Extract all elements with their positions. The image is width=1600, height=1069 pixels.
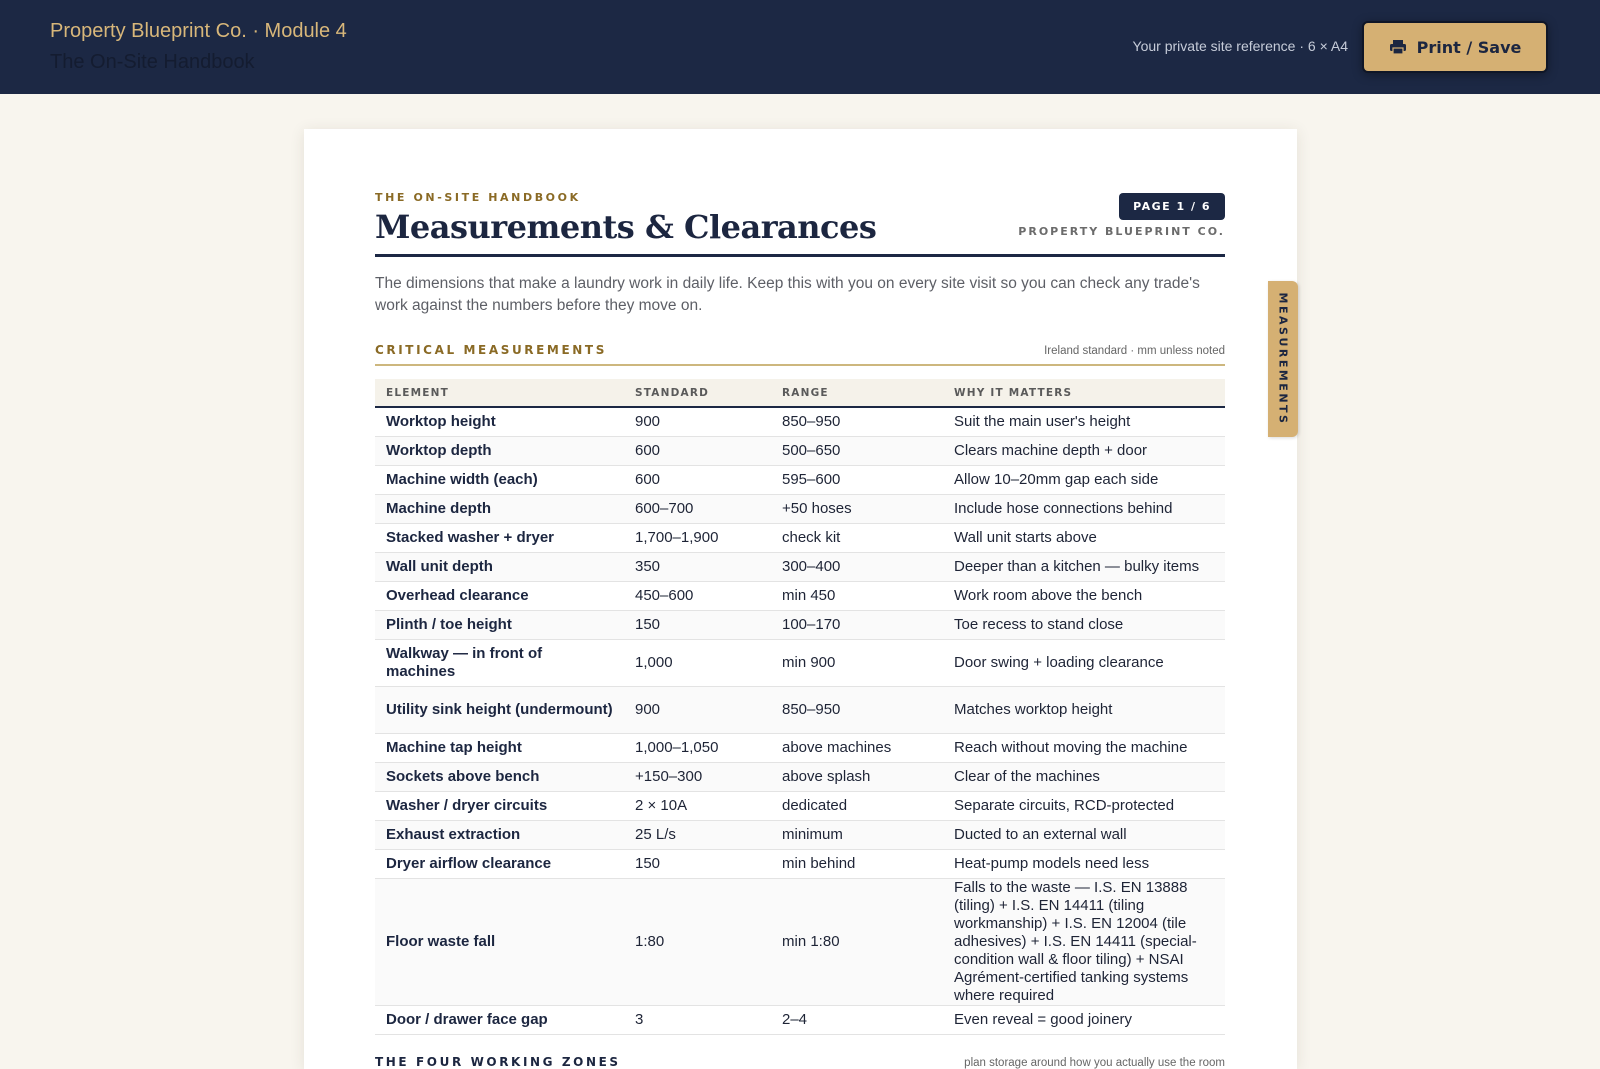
cell-why: Matches worktop height — [943, 687, 1225, 734]
top-bar — [0, 0, 1600, 94]
header-element: ELEMENT — [375, 379, 624, 407]
module-subtitle: The On-Site Handbook — [50, 51, 255, 73]
table-row — [375, 582, 1225, 611]
cell-why: Work room above the bench — [943, 582, 1225, 611]
table-row — [375, 466, 1225, 495]
next-section-header — [375, 1055, 1225, 1069]
table-row — [375, 763, 1225, 792]
cell-element: Exhaust extraction — [375, 821, 624, 850]
cell-range: check kit — [771, 524, 943, 553]
cell-range: min 900 — [771, 640, 943, 687]
table-header-row — [375, 379, 1225, 407]
cell-why: Allow 10–20mm gap each side — [943, 466, 1225, 495]
cell-standard: 2 × 10A — [624, 792, 771, 821]
cell-why: Ducted to an external wall — [943, 821, 1225, 850]
cell-why: Deeper than a kitchen — bulky items — [943, 553, 1225, 582]
header-range: RANGE — [771, 379, 943, 407]
table-row — [375, 687, 1225, 734]
header-standard: STANDARD — [624, 379, 771, 407]
cell-range: dedicated — [771, 792, 943, 821]
cell-range: above machines — [771, 734, 943, 763]
table-row — [375, 407, 1225, 437]
cell-standard: 1,000 — [624, 640, 771, 687]
cell-range: 2–4 — [771, 1006, 943, 1035]
intro-text: The dimensions that make a laundry work in daily life. Keep this with you on every site visit so you can check any trade's work against the numbers before they move on. — [375, 275, 1200, 314]
cell-element: Floor waste fall — [375, 879, 624, 1006]
cell-standard: 600 — [624, 466, 771, 495]
cell-why: Clear of the machines — [943, 763, 1225, 792]
cell-range: 500–650 — [771, 437, 943, 466]
company-name: PROPERTY BLUEPRINT CO. — [1018, 225, 1225, 238]
cell-range: above splash — [771, 763, 943, 792]
next-section-note: plan storage around how you actually use the room — [964, 1057, 1225, 1069]
cell-why: Reach without moving the machine — [943, 734, 1225, 763]
section-title: CRITICAL MEASUREMENTS — [375, 343, 607, 357]
print-save-label: Print / Save — [1416, 37, 1522, 57]
handbook-eyebrow: THE ON-SITE HANDBOOK — [375, 191, 581, 204]
table-row — [375, 821, 1225, 850]
cell-standard: 900 — [624, 407, 771, 437]
printer-icon — [1389, 39, 1407, 55]
table-row — [375, 879, 1225, 1006]
cell-standard: 600 — [624, 437, 771, 466]
cell-range: +50 hoses — [771, 495, 943, 524]
cell-element: Overhead clearance — [375, 582, 624, 611]
measurements-table — [375, 379, 1225, 1035]
section-note: Ireland standard · mm unless noted — [1044, 345, 1225, 357]
cell-element: Stacked washer + dryer — [375, 524, 624, 553]
table-row — [375, 640, 1225, 687]
cell-standard: 150 — [624, 611, 771, 640]
cell-standard: 350 — [624, 553, 771, 582]
cell-standard: 450–600 — [624, 582, 771, 611]
title-divider — [375, 254, 1225, 257]
cell-range: min behind — [771, 850, 943, 879]
cell-why: Clears machine depth + door — [943, 437, 1225, 466]
side-tab-label: MEASUREMENTS — [1276, 292, 1290, 426]
site-reference: Your private site reference · 6 × A4 — [1132, 38, 1348, 54]
section-header — [375, 343, 1225, 366]
page-title: Measurements & Clearances — [375, 208, 877, 246]
next-section-title: THE FOUR WORKING ZONES — [375, 1055, 621, 1069]
measurements-side-tab[interactable] — [1268, 281, 1298, 437]
print-save-button[interactable] — [1362, 21, 1548, 73]
cell-element: Machine depth — [375, 495, 624, 524]
cell-standard: 600–700 — [624, 495, 771, 524]
cell-range: min 1:80 — [771, 879, 943, 1006]
table-row — [375, 850, 1225, 879]
cell-element: Machine tap height — [375, 734, 624, 763]
cell-element: Washer / dryer circuits — [375, 792, 624, 821]
cell-element: Wall unit depth — [375, 553, 624, 582]
table-row — [375, 524, 1225, 553]
module-title: Property Blueprint Co. · Module 4 — [50, 20, 347, 42]
cell-why: Falls to the waste — I.S. EN 13888 (tiling) + I.S. EN 14411 (tiling workmanship) + I.S. EN 12004 (tile adhesives) + I.S. EN 14411 (special-condition wall & floor tiling) + NSAI Agrément-certified tanking systems where required — [943, 879, 1225, 1006]
cell-element: Machine width (each) — [375, 466, 624, 495]
cell-range: min 450 — [771, 582, 943, 611]
cell-standard: +150–300 — [624, 763, 771, 792]
cell-standard: 1:80 — [624, 879, 771, 1006]
table-row — [375, 495, 1225, 524]
cell-range: 300–400 — [771, 553, 943, 582]
cell-range: 100–170 — [771, 611, 943, 640]
cell-standard: 150 — [624, 850, 771, 879]
cell-element: Utility sink height (undermount) — [375, 687, 624, 734]
cell-element: Plinth / toe height — [375, 611, 624, 640]
cell-why: Suit the main user's height — [943, 407, 1225, 437]
cell-range: 595–600 — [771, 466, 943, 495]
table-row — [375, 792, 1225, 821]
cell-standard: 25 L/s — [624, 821, 771, 850]
cell-element: Door / drawer face gap — [375, 1006, 624, 1035]
cell-element: Walkway — in front of machines — [375, 640, 624, 687]
cell-why: Even reveal = good joinery — [943, 1006, 1225, 1035]
table-row — [375, 734, 1225, 763]
cell-why: Wall unit starts above — [943, 524, 1225, 553]
cell-standard: 1,700–1,900 — [624, 524, 771, 553]
cell-range: minimum — [771, 821, 943, 850]
cell-why: Door swing + loading clearance — [943, 640, 1225, 687]
cell-element: Dryer airflow clearance — [375, 850, 624, 879]
page-header — [375, 191, 1225, 246]
cell-standard: 900 — [624, 687, 771, 734]
cell-range: 850–950 — [771, 407, 943, 437]
cell-standard: 1,000–1,050 — [624, 734, 771, 763]
handbook-page — [304, 129, 1297, 1069]
header-why: WHY IT MATTERS — [943, 379, 1225, 407]
cell-element: Sockets above bench — [375, 763, 624, 792]
cell-why: Include hose connections behind — [943, 495, 1225, 524]
page-content — [375, 191, 1225, 1069]
cell-why: Heat-pump models need less — [943, 850, 1225, 879]
table-row — [375, 553, 1225, 582]
table-row — [375, 1006, 1225, 1035]
cell-standard: 3 — [624, 1006, 771, 1035]
cell-range: 850–950 — [771, 687, 943, 734]
cell-element: Worktop depth — [375, 437, 624, 466]
cell-why: Toe recess to stand close — [943, 611, 1225, 640]
cell-element: Worktop height — [375, 407, 624, 437]
cell-why: Separate circuits, RCD-protected — [943, 792, 1225, 821]
table-row — [375, 437, 1225, 466]
page-number-badge: PAGE 1 / 6 — [1119, 193, 1225, 220]
table-row — [375, 611, 1225, 640]
